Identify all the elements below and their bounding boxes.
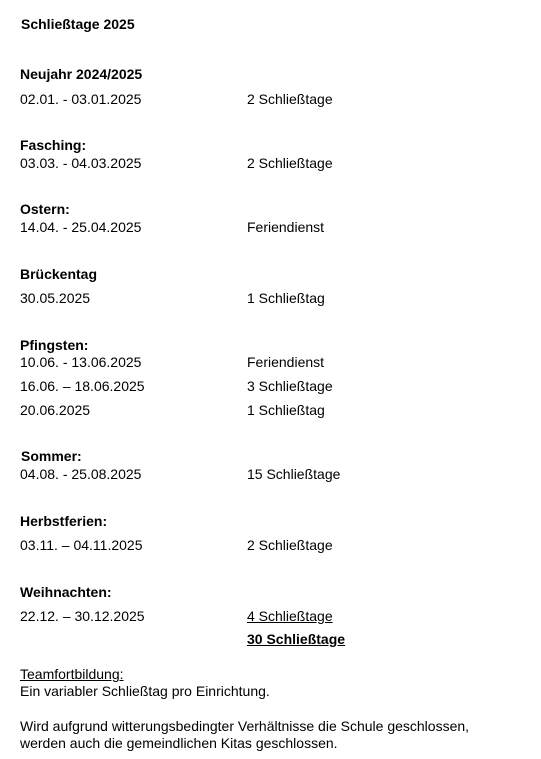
- date-range: 04.08. - 25.08.2025: [20, 466, 142, 482]
- date-range: 02.01. - 03.01.2025: [20, 91, 142, 107]
- closure-note: 1 Schließtag: [247, 290, 325, 306]
- closure-note: 2 Schließtage: [247, 537, 333, 553]
- date-range: 16.06. – 18.06.2025: [20, 378, 145, 394]
- section-heading-brueckentag: Brückentag: [20, 266, 98, 282]
- team-training-heading: Teamfortbildung:: [20, 666, 124, 682]
- date-range: 30.05.2025: [20, 290, 91, 306]
- date-range: 03.11. – 04.11.2025: [20, 537, 143, 553]
- section-heading-neujahr: Neujahr 2024/2025: [20, 66, 143, 82]
- closure-note: 2 Schließtage: [247, 155, 333, 171]
- section-heading-pfingsten: Pfingsten:: [20, 337, 89, 353]
- date-range: 14.04. - 25.04.2025: [20, 219, 142, 235]
- section-heading-fasching: Fasching:: [20, 137, 87, 153]
- closure-note: 1 Schließtag: [247, 402, 325, 418]
- date-range: 03.03. - 04.03.2025: [20, 155, 142, 171]
- section-heading-ostern: Ostern:: [20, 201, 70, 217]
- section-heading-weihnachten: Weihnachten:: [20, 584, 112, 600]
- date-range: 20.06.2025: [20, 402, 91, 418]
- weather-note-line-2: werden auch die gemeindlichen Kitas geschlossen.: [20, 735, 338, 751]
- closure-note: 3 Schließtage: [247, 378, 333, 394]
- closure-note: 15 Schließtage: [247, 466, 341, 482]
- closure-note: Feriendienst: [247, 219, 325, 235]
- closure-note: 4 Schließtage: [247, 608, 333, 624]
- closure-note: 2 Schließtage: [247, 91, 333, 107]
- date-range: 10.06. - 13.06.2025: [20, 354, 142, 370]
- team-training-text: Ein variabler Schließtag pro Einrichtung.: [20, 683, 270, 699]
- closure-note: Feriendienst: [247, 354, 325, 370]
- section-heading-herbstferien: Herbstferien:: [20, 513, 108, 529]
- date-range: 22.12. – 30.12.2025: [20, 608, 145, 624]
- total-closure-days: 30 Schließtage: [247, 631, 346, 647]
- page-title: Schließtage 2025: [21, 16, 135, 32]
- weather-note-line-1: Wird aufgrund witterungsbedingter Verhältnisse die Schule geschlossen,: [20, 718, 470, 734]
- section-heading-sommer: Sommer:: [21, 448, 82, 464]
